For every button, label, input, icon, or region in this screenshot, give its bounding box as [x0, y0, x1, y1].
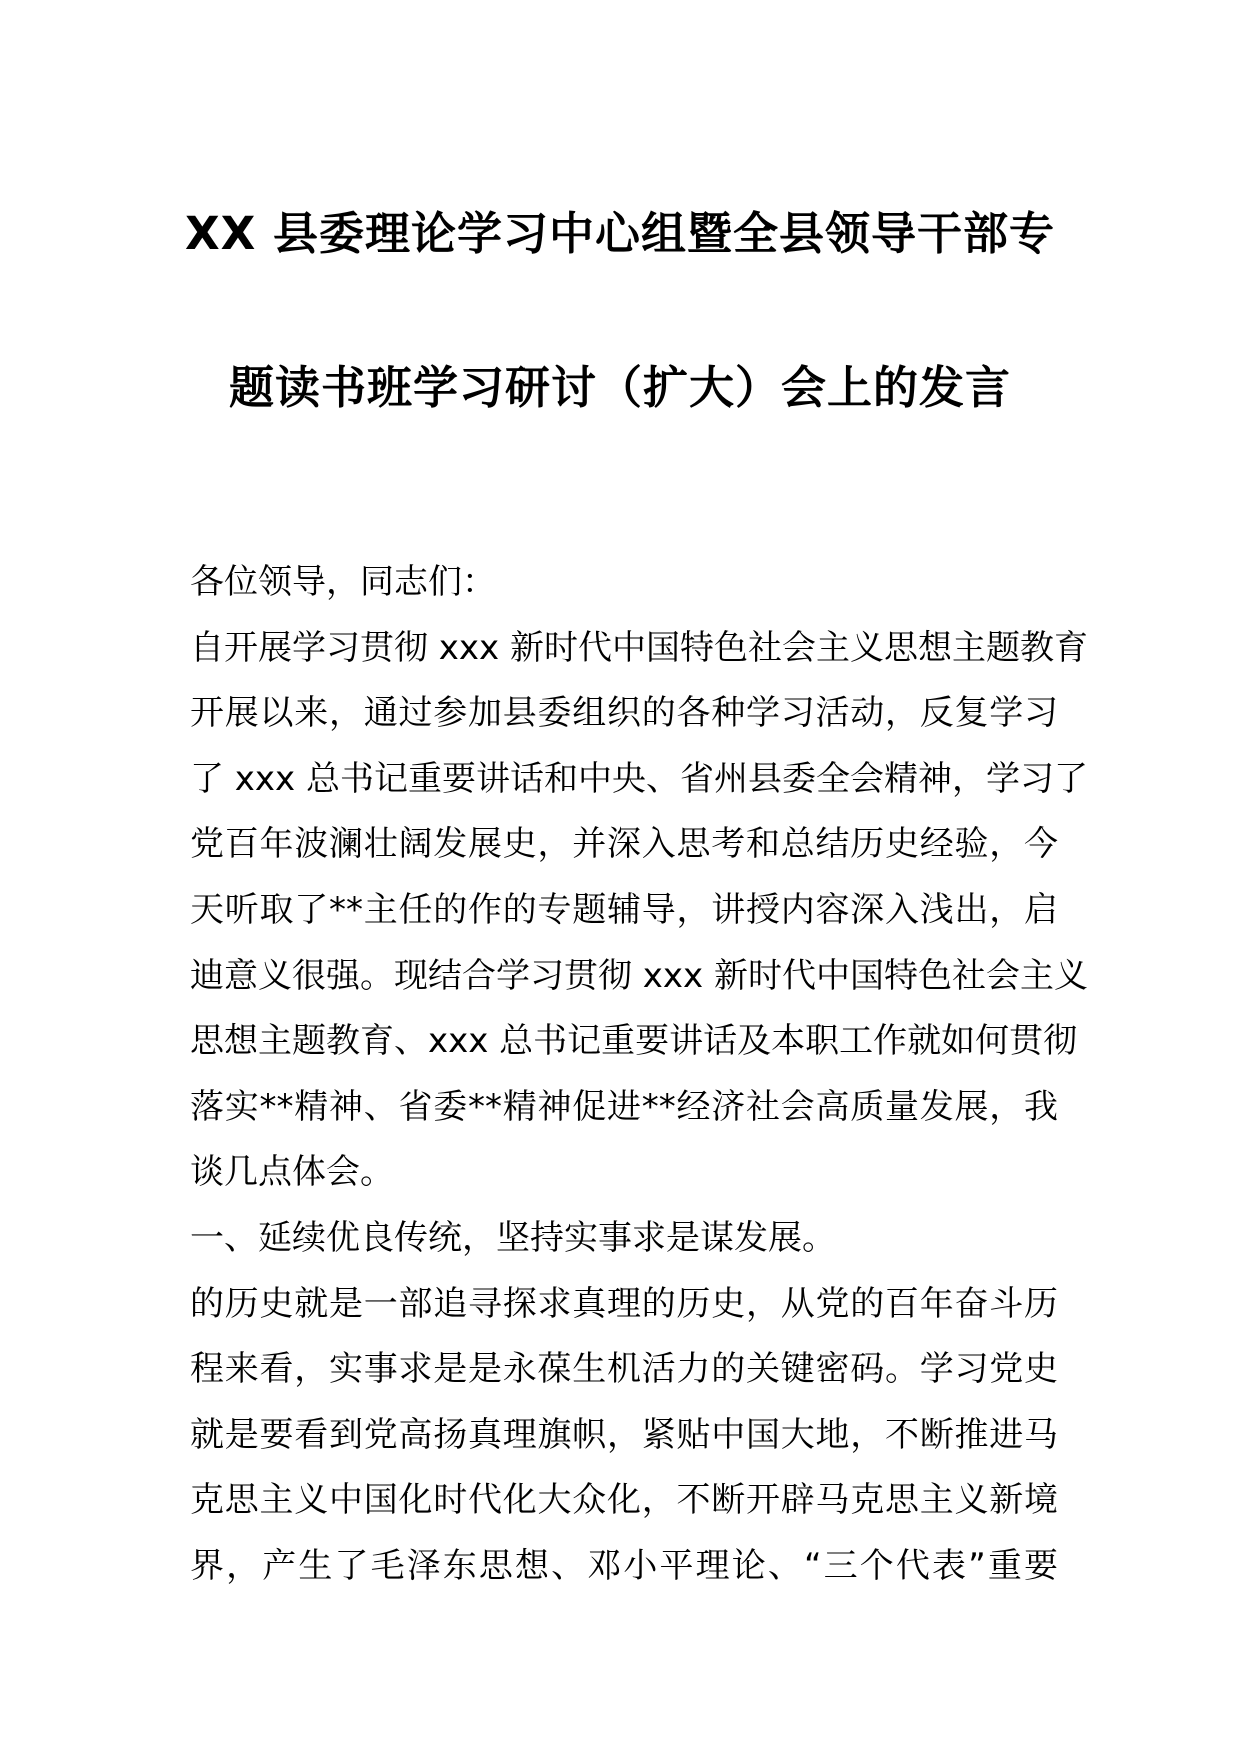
- paragraph-2-line: 程来看，实事求是是永葆生机活力的关键密码。学习党史: [190, 1349, 1058, 1390]
- document-body: [190, 550, 1088, 1600]
- document-title-line-2: 题读书班学习研讨（扩大）会上的发言: [228, 361, 1011, 414]
- paragraph-2-line: 就是要看到党高扬真理旗帜，紧贴中国大地，不断推进马: [190, 1414, 1058, 1455]
- paragraph-1-line: 落实**精神、省委**精神促进**经济社会高质量发展，我: [190, 1086, 1058, 1127]
- paragraph-1-line: 天听取了**主任的作的专题辅导，讲授内容深入浅出，启: [190, 889, 1058, 930]
- paragraph-1-line: 开展以来，通过参加县委组织的各种学习活动，反复学习: [190, 693, 1058, 734]
- section-1-heading: 一、延续优良传统，坚持实事求是谋发展。: [190, 1217, 836, 1258]
- paragraph-1-line: 自开展学习贯彻 xxx 新时代中国特色社会主义思想主题教育: [190, 627, 1088, 668]
- paragraph-2-line: 克思主义中国化时代化大众化，不断开辟马克思主义新境: [190, 1480, 1058, 1521]
- paragraph-1-line: 了 xxx 总书记重要讲话和中央、省州县委全会精神，学习了: [190, 758, 1088, 799]
- salutation: 各位领导，同志们：: [190, 562, 496, 602]
- paragraph-1-line: 思想主题教育、xxx 总书记重要讲话及本职工作就如何贯彻: [190, 1021, 1078, 1062]
- document-title-line-1: XX 县委理论学习中心组暨全县领导干部专: [184, 207, 1056, 260]
- paragraph-2-line: 界，产生了毛泽东思想、邓小平理论、“三个代表”重要: [190, 1545, 1058, 1586]
- paragraph-1-line: 迪意义很强。现结合学习贯彻 xxx 新时代中国特色社会主义: [190, 955, 1088, 996]
- paragraph-2-line: 的历史就是一部追寻探求真理的历史，从党的百年奋斗历: [190, 1283, 1058, 1324]
- paragraph-1-line: 谈几点体会。: [190, 1152, 394, 1193]
- paragraph-1-line: 党百年波澜壮阔发展史，并深入思考和总结历史经验，今: [190, 824, 1058, 865]
